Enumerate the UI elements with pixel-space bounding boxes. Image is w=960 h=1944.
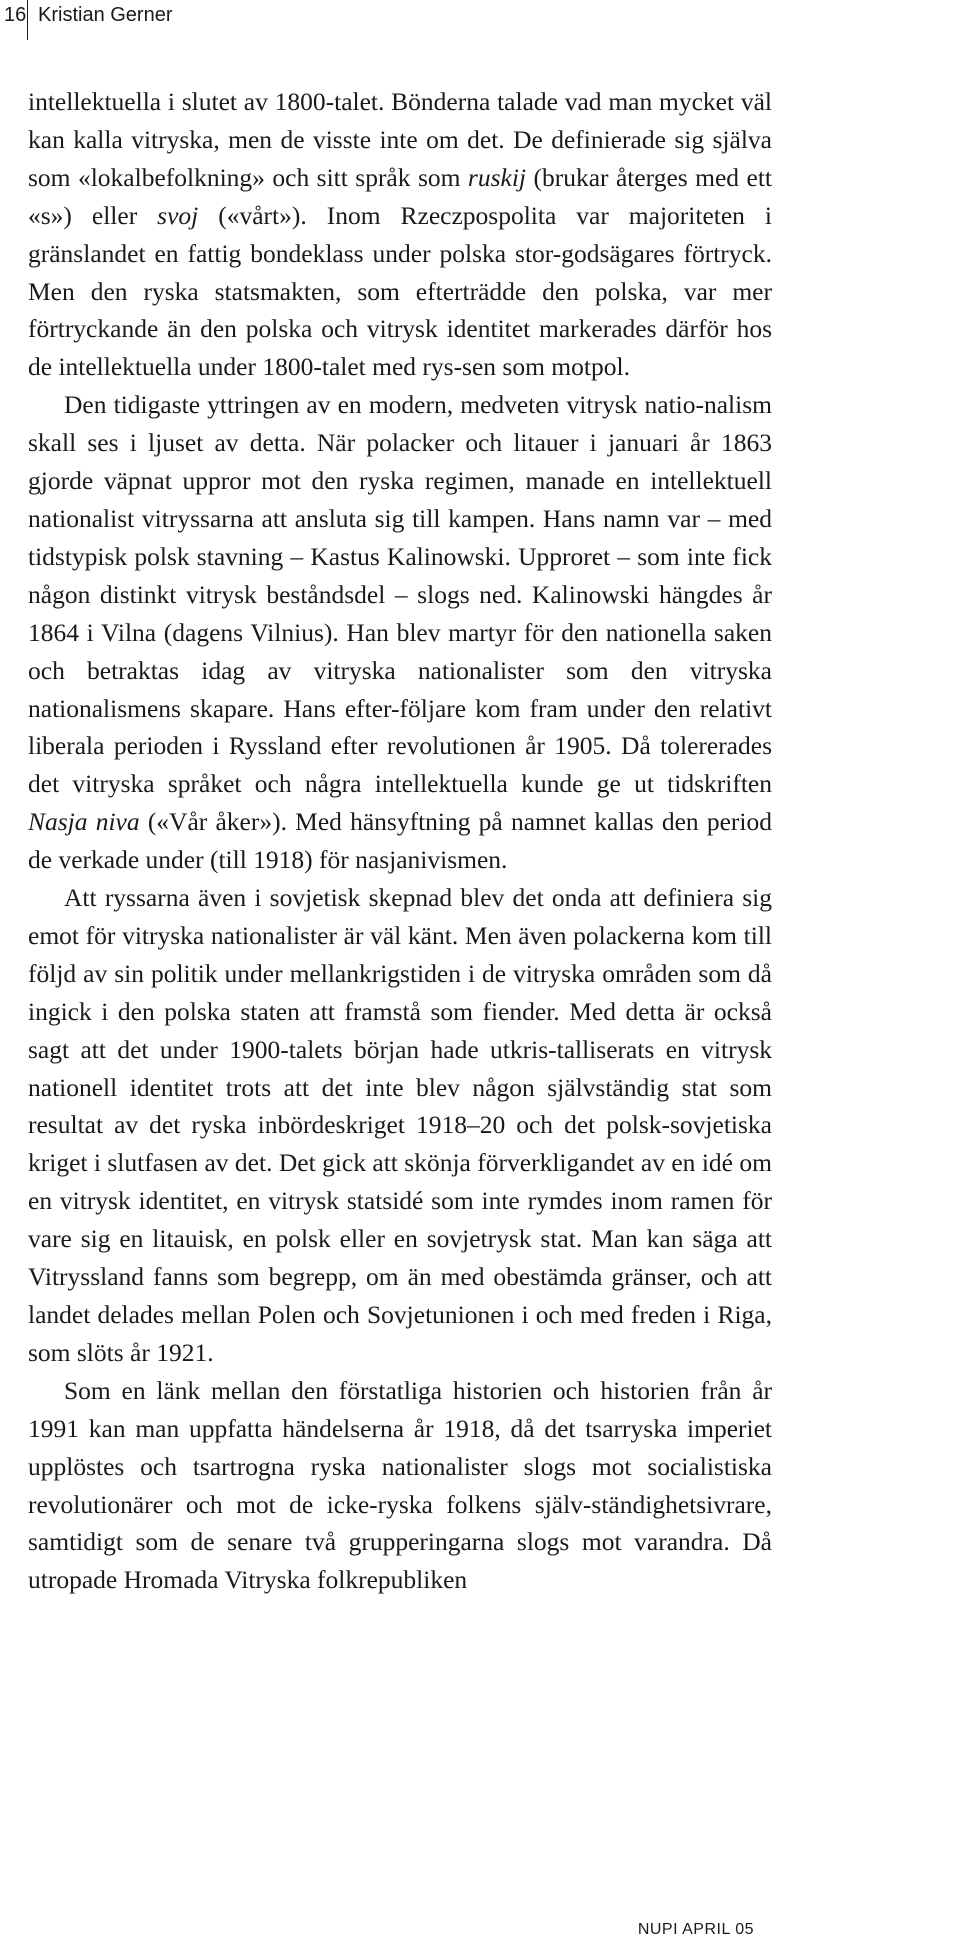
paragraph-text: Den tidigaste yttringen av en modern, medveten vitrysk natio-nalism skall ses i ljuset av detta. När polacker och litauer i januari år 1863 gjorde väpnat uppror mot den ryska regimen, manade en intellektuell nationalist vitryssarna att ansluta sig till kampen. Hans namn var – med tidstypisk polsk stavning – Kastus Kalinowski. Upproret – som inte fick någon distinkt vitrysk beståndsdel – slogs ned. Kalinowski hängdes år 1864 i Vilna (dagens Vilnius). Han blev martyr för den nationella saken och betraktas idag av vitryska nationalister som den vitryska nationalismens skapare. Hans efter-följare kom fram under den relativt liberala perioden i Ryssland efter revolutionen år 1905. Då tolererades det vitryska språket och några intellektuella kunde ge ut tidskriften bbox=[28, 390, 772, 799]
paragraph-text: Att ryssarna även i sovjetisk skepnad blev det onda att definiera sig emot för vitryska nationalister är väl känt. Men även polackerna kom till följd av sin politik under mellankrigstiden i de vitryska områden som då ingick i den polska staten att framstå som fiender. Med detta är också sagt att det under 1900-talets början hade utkris-talliserats en vitrysk nationell identitet trots att det inte blev någon självständig stat som resultat av det ryska inbördeskriget 1918–20 och det polsk-sovjetiska kriget i slutfasen av det. Det gick att skönja förverkligandet av en idé om en vitrysk identitet, en vitrysk statsidé som inte rymdes inom ramen för vare sig en litauisk, en polsk eller en sovjetrysk stat. Man kan säga att Vitryssland fanns som begrepp, om än med obestämda gränser, och att landet delades mellan Polen och Sovjetunionen i och med freden i Riga, som slöts år 1921. bbox=[28, 883, 772, 1367]
paragraph-text: («vårt»). Inom Rzeczpospolita var majoriteten i gränslandet en fattig bondeklass under polska stor-godsägares förtryck. Men den ryska statsmakten, som efterträdde den polska, var mer förtryckande än den polska och vitrysk identitet markerades därför hos de intellektuella under 1800-talet med rys-sen som motpol. bbox=[28, 200, 772, 382]
body-paragraph bbox=[28, 879, 772, 1372]
italic-term: ruskij bbox=[467, 162, 527, 192]
italic-term: svoj bbox=[157, 200, 199, 230]
header-divider bbox=[27, 0, 28, 40]
paragraph-text: («Vår åker»). Med hänsyftning på namnet kallas den period de verkade under (till 1918) för nasjanivismen. bbox=[28, 807, 773, 875]
paragraph-text: intellektuella i slutet av 1800-talet. Bönderna talade vad man mycket väl kan kalla vitryska, men de visste inte om det. De definierade sig själva som «lokalbefolkning» och sitt språk som bbox=[28, 87, 772, 192]
page-number: 16 bbox=[4, 4, 27, 26]
body-paragraph bbox=[28, 386, 772, 879]
body-paragraph bbox=[28, 1372, 772, 1599]
body-text bbox=[28, 83, 772, 1599]
italic-term: Nasja niva bbox=[28, 807, 140, 837]
paragraph-text: (brukar återges med ett «s») eller bbox=[28, 162, 772, 230]
paragraph-text: Som en länk mellan den förstatliga historien och historien från år 1991 kan man uppfatta händelserna år 1918, då det tsarryska imperiet upplöstes och tsartrogna ryska nationalister slogs mot socialistiska revolutionärer och mot de icke-ryska folkens själv-ständighetsivrare, samtidigt som de senare två grupperingarna slogs mot varandra. Då utropade Hromada Vitryska folkrepubliken bbox=[28, 1375, 772, 1595]
running-header bbox=[0, 0, 960, 40]
running-footer: NUPI APRIL 05 bbox=[637, 1921, 754, 1938]
body-paragraph bbox=[28, 83, 772, 386]
author-name: Kristian Gerner bbox=[38, 4, 173, 26]
